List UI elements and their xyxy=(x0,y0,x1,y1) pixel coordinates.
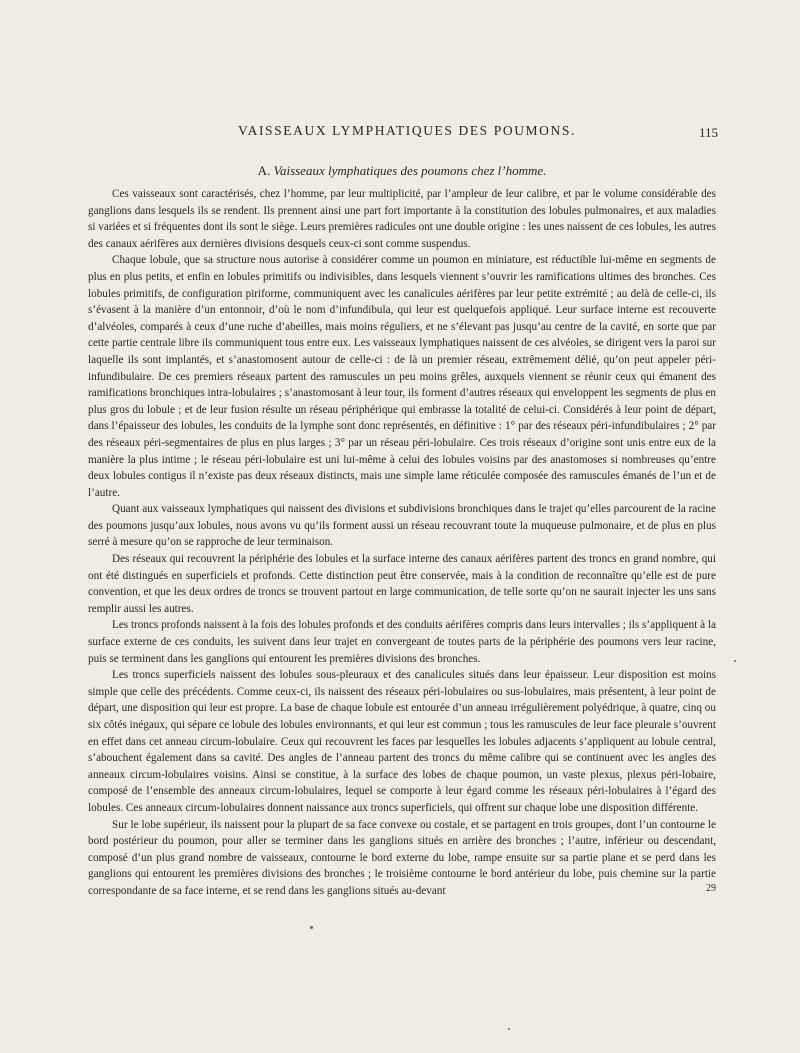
running-title: VAISSEAUX LYMPHATIQUES DES POUMONS. xyxy=(238,123,576,138)
section-heading xyxy=(88,163,716,179)
page-number: 115 xyxy=(698,125,718,140)
paragraph: Des réseaux qui recouvrent la périphérie des lobules et la surface interne des canaux aérifères partent des troncs en grand nombre, qui ont été distingués en superficiels et profonds. Cette distinction peut être conservée, mais à la condition de reconnaître qu’elle est de pure convention, et que les deux ordres de troncs se trouvent partout en large communication, de telle sorte qu’on ne saurait injecter les uns sans remplir aussi les autres. xyxy=(88,553,716,615)
paragraph: Sur le lobe supérieur, ils naissent pour la plupart de sa face convexe ou costale, et se partagent en trois groupes, dont l’un contourne le bord postérieur du poumon, pour aller se terminer dans les ganglions situés en arrière des bronches ; l’autre, inférieur ou descendant, composé d’un plus grand nombre de vaisseaux, contourne le bord externe du lobe, rampe ensuite sur sa partie plane et se perd dans les ganglions qui entourent les premières divisions des bronches ; le troisième contourne le bord antérieur du lobe, puis chemine sur la partie correspondante de sa face interne, et se rend dans les ganglions situés au-devant xyxy=(88,818,716,897)
body-text xyxy=(88,186,716,900)
paper-speck xyxy=(310,926,313,929)
paper-speck xyxy=(734,660,736,662)
paragraph: Ces vaisseaux sont caractérisés, chez l’homme, par leur multiplicité, par l’ampleur de leur calibre, et par le volume considérable des ganglions dans lesquels ils se rendent. Ils prennent ainsi une part fort importante à la constitution des lobules pulmonaires, et aux maladies si variées et si fréquentes dont ils sont le siège. Leurs premières radicules ont une double origine : les unes naissent de ces lobules, les autres des canaux aérifères aux dernières divisions desquels ceux-ci sont comme suspendus. xyxy=(88,188,716,250)
section-letter: A. xyxy=(257,163,271,178)
paragraph: Chaque lobule, que sa structure nous autorise à considérer comme un poumon en miniature, est réductible lui-même en segments de plus en plus petits, et enfin en lobules primitifs ou indivisibles, dans lesquels viennent s’ouvrir les ramifications ultimes des bronches. Ces lobules primitifs, de configuration piriforme, communiquent avec les canalicules aérifères par leur petite extrémité ; au delà de celle-ci, ils s’évasent à la manière d’un entonnoir, d’où le nom d’infundibula, qui leur est quelquefois appliqué. Leur surface interne est recouverte d’alvéoles, comparés à ceux d’une ruche d’abeilles, mais moins réguliers, et ne s’élevant pas jusqu’au centre de la cavité, en sorte que par cette partie centrale libre ils communiquent tous entre eux. Les vaisseaux lymphatiques naissent de ces alvéoles, se dirigent vers la paroi sur laquelle ils sont implantés, et s’anastomosent autour de celle-ci : de là un premier réseau, extrêmement délié, qu’on peut appeler péri-infundibulaire. De ces premiers réseaux partent des ramuscules un peu moins grêles, auxquels viennent se réunir ceux qui émanent des ramifications bronchiques intra-lobulaires ; s’anastomosant à leur tour, ils forment d’autres réseaux qui enveloppent les segments de plus en plus gros du lobule ; et de leur fusion résulte un réseau périphérique qui embrasse la totalité de celui-ci. Considérés à leur point de départ, dans l’épaisseur des lobules, les conduits de la lymphe sont donc représentés, en définitive : 1° par des réseaux péri-infundibulaires ; 2° par des réseaux péri-segmentaires de plus en plus larges ; 3° par un réseau péri-lobulaire. Ces trois réseaux d’origine sont unis entre eux de la manière la plus intime ; le réseau péri-lobulaire est uni lui-même à celui des lobules voisins par des anastomoses si nombreuses qu’entre deux lobules contigus il n’existe pas deux réseaux distincts, mais une simple lame réticulée composée des ramuscules émanés de l’un et de l’autre. xyxy=(88,254,716,499)
section-title: Vaisseaux lymphatiques des poumons chez l’homme. xyxy=(273,163,547,178)
paragraph: Les troncs superficiels naissent des lobules sous-pleuraux et des canalicules situés dans leur épaisseur. Leur disposition est moins simple que celle des précédents. Comme ceux-ci, ils naissent des réseaux péri-lobulaires ou sus-lobulaires, mais présentent, à leur point de départ, une disposition qui leur est propre. La base de chaque lobule est entourée d’un anneau irrégulièrement polyédrique, à quatre, cinq ou six côtés inégaux, qui sépare ce lobule des lobules environnants, et qui leur est commun ; tous les ramuscules de leur face pleurale s’ouvrent en effet dans cet anneau circum-lobulaire. Ceux qui recouvrent les faces par lesquelles les lobules adjacents s’appliquent au lobule central, s’abouchent également dans sa cavité. Des angles de l’anneau partent des troncs du même calibre qui se continuent avec les angles des anneaux circum-lobulaires voisins. Ainsi se constitue, à la surface des lobes de chaque poumon, un vaste plexus, plexus péri-lobaire, composé de l’ensemble des anneaux circum-lobulaires, lequel se comporte à leur égard comme les réseaux péri-lobulaires à l’égard des lobules. Ces anneaux circum-lobulaires donnent naissance aux troncs superficiels, qui offrent sur chaque lobe une disposition différente. xyxy=(88,669,716,814)
signature-mark: 29 xyxy=(706,883,716,894)
running-head xyxy=(88,123,718,143)
paragraph: Quant aux vaisseaux lymphatiques qui naissent des divisions et subdivisions bronchiques dans le trajet qu’elles parcourent de la racine des poumons jusqu’aux lobules, nous avons vu qu’ils forment aussi un réseau recouvrant toute la muqueuse pulmonaire, et de plus en plus serré à mesure qu’on se rapproche de leur terminaison. xyxy=(88,503,716,549)
paragraph: Les troncs profonds naissent à la fois des lobules profonds et des conduits aérifères compris dans leurs intervalles ; ils s’appliquent à la surface externe de ces conduits, les suivent dans leur trajet en convergeant de toutes parts de la périphérie des poumons vers leur racine, puis se terminent dans les ganglions qui entourent les premières divisions des bronches. xyxy=(88,619,716,665)
paper-speck xyxy=(508,1028,510,1030)
